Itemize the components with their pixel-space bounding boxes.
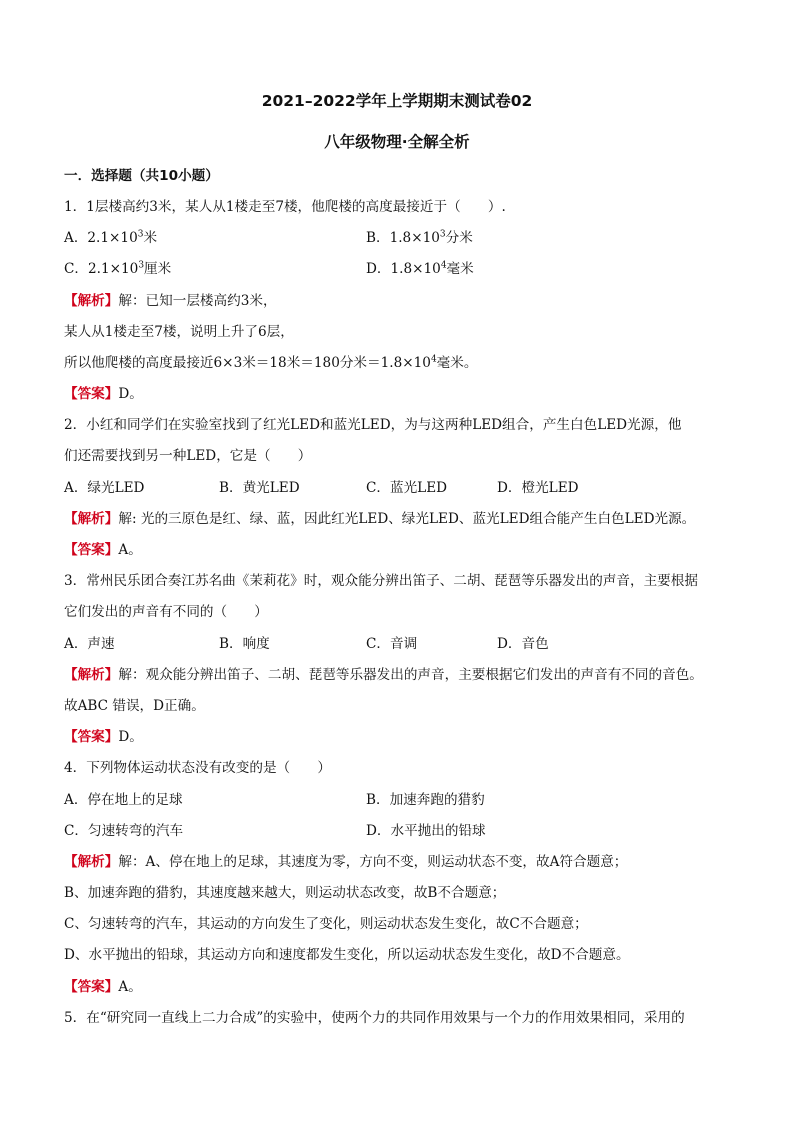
question-4-analysis-line-4: D、水平抛出的铅球，其运动方向和速度都发生变化，所以运动状态发生变化，故D不合题意。 — [64, 947, 630, 963]
question-3-option-b: B．响度 — [219, 636, 270, 652]
question-4-option-d: D．水平抛出的铅球 — [366, 823, 486, 839]
question-3-option-a: A．声速 — [64, 636, 115, 652]
question-1-option-c: C．$2.1\times 10^3$厘米 — [64, 260, 172, 277]
exam-title: 2021–2022学年上学期期末测试卷02 — [261, 92, 533, 110]
question-3-option-c: C．音调 — [366, 636, 418, 652]
question-2-analysis: 【解析】解: 光的三原色是红、绿、蓝，因此红光LED、绿光LED、蓝光LED组合能产生白色LED光源。 — [64, 511, 696, 527]
question-4-option-a: A．停在地上的足球 — [64, 792, 183, 808]
question-4-answer: 【答案】A。 — [64, 979, 142, 995]
analysis-label: 【解析】 — [64, 293, 119, 309]
question-3-option-d: D．音色 — [497, 636, 549, 652]
question-3-stem-line-2: 它们发出的声音有不同的（ ） — [64, 604, 268, 620]
question-3-stem: 3．常州民乐团合奏江苏名曲《茉莉花》时，观众能分辨出笛子、二胡、琵琶等乐器发出的声音，主要根据 — [64, 573, 698, 589]
analysis-label: 【解析】 — [64, 854, 119, 870]
answer-label: 【答案】 — [64, 542, 119, 558]
question-4-option-b: B．加速奔跑的猎豹 — [366, 792, 485, 808]
question-4-option-c: C．匀速转弯的汽车 — [64, 823, 184, 839]
question-3-analysis-line-2: 故ABC 错误，D正确。 — [64, 698, 205, 714]
question-1-stem: 1．1层楼高约3米，某人从1楼走至7楼，他爬楼的高度最接近于（ ）. — [64, 199, 506, 215]
question-3-analysis: 【解析】解：观众能分辨出笛子、二胡、琵琶等乐器发出的声音，主要根据它们发出的声音有不同的音色。 — [64, 667, 703, 683]
analysis-label: 【解析】 — [64, 511, 119, 527]
question-2-option-c: C．蓝光LED — [366, 480, 448, 496]
question-4-analysis-line-3: C、匀速转弯的汽车，其运动的方向发生了变化，则运动状态发生变化，故C不合题意； — [64, 916, 588, 932]
question-2-option-b: B．黄光LED — [219, 480, 300, 496]
section-heading: 一．选择题（共10小题） — [64, 168, 219, 184]
question-1-option-a: A．$2.1\times 10^3$米 — [64, 229, 158, 246]
analysis-label: 【解析】 — [64, 667, 119, 683]
exam-subtitle: 八年级物理·全解全析 — [324, 133, 470, 151]
question-4-stem: 4．下列物体运动状态没有改变的是（ ） — [64, 760, 331, 776]
question-2-stem: 2．小红和同学们在实验室找到了红光LED和蓝光LED，为与这两种LED组合，产生白色LED光源，他 — [64, 417, 682, 433]
question-1-answer: 【答案】D。 — [64, 386, 143, 402]
question-4-analysis: 【解析】解：A、停在地上的足球，其速度为零，方向不变，则运动状态不变，故A符合题意； — [64, 854, 628, 870]
question-3-answer: 【答案】D。 — [64, 729, 143, 745]
question-1-analysis: 【解析】解：已知一层楼高约3米， — [64, 293, 277, 309]
question-2-option-a: A．绿光LED — [64, 480, 145, 496]
question-1-option-b: B．$1.8\times 10^3$分米 — [366, 229, 473, 246]
question-2-option-d: D．橙光LED — [497, 480, 579, 496]
question-5-stem: 5．在“研究同一直线上二力合成”的实验中，使两个力的共同作用效果与一个力的作用效果相同，采用的 — [64, 1010, 685, 1026]
question-4-analysis-line-2: B、加速奔跑的猎豹，其速度越来越大，则运动状态改变，故B不合题意； — [64, 885, 506, 901]
question-1-analysis-line-2: 某人从1楼走至7楼，说明上升了6层， — [64, 324, 294, 340]
answer-label: 【答案】 — [64, 979, 119, 995]
question-2-answer: 【答案】A。 — [64, 542, 142, 558]
answer-label: 【答案】 — [64, 729, 119, 745]
question-1-option-d: D．$1.8\times 10^4$毫米 — [366, 260, 474, 277]
question-2-stem-line-2: 们还需要找到另一种LED，它是（ ） — [64, 448, 312, 464]
answer-label: 【答案】 — [64, 386, 119, 402]
question-1-analysis-line-3: 所以他爬楼的高度最接近6×3米＝18米＝180分米$=1.8\times 10^4$毫米。 — [64, 354, 478, 371]
